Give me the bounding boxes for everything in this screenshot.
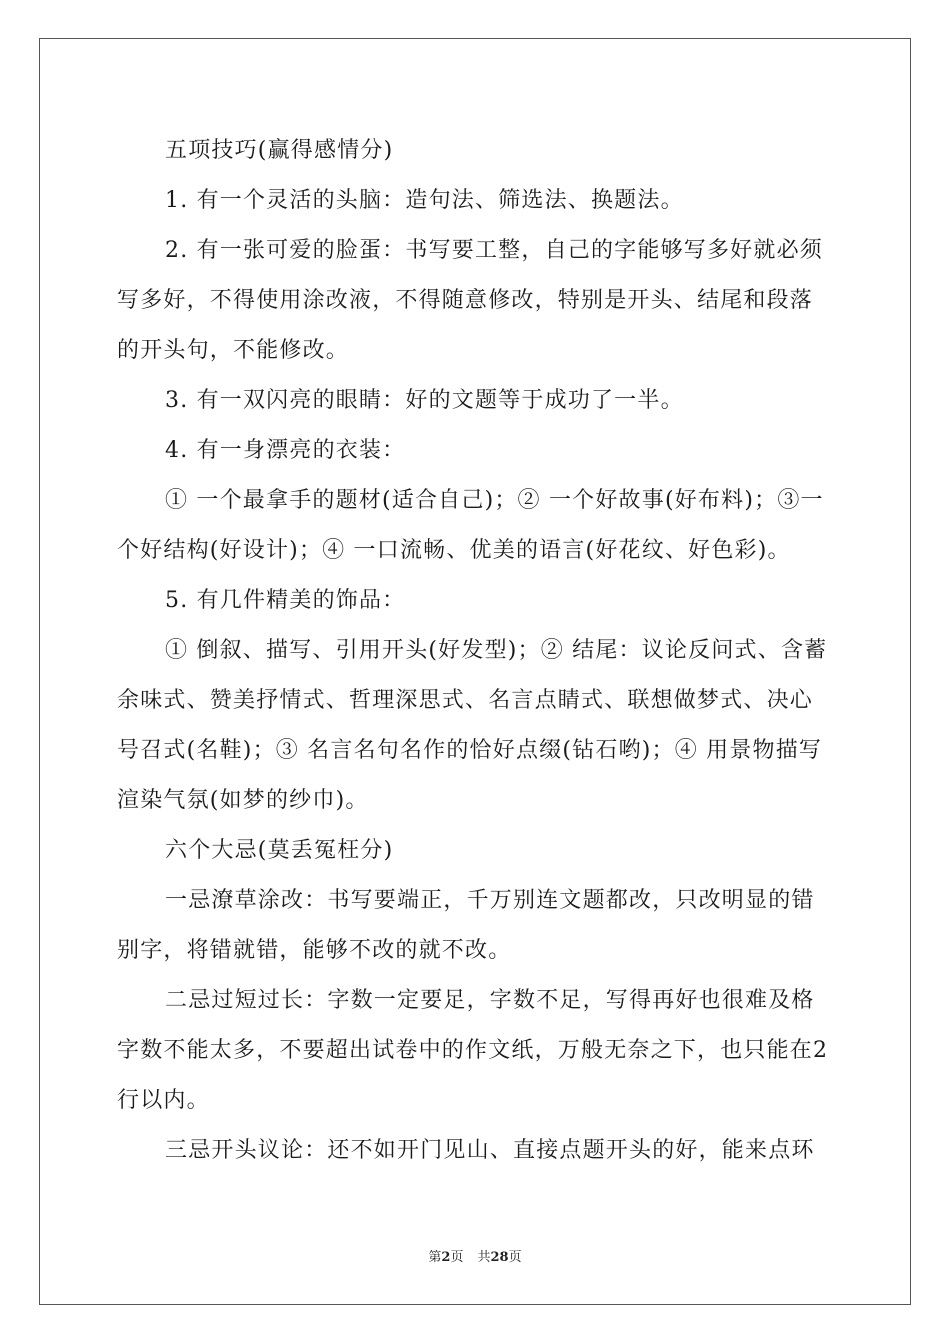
document-body [117,126,833,1176]
paragraph-taboo-2: 二忌过短过长：字数一定要足，字数不足，写得再好也很难及格字数不能太多，不要超出试卷中的作文纸，万般无奈之下，也只能在2行以内。 [117,988,829,1113]
paragraph-taboo-1: 一忌潦草涂改：书写要端正，千万别连文题都改，只改明显的错别字，将错就错，能够不改的就不改。 [117,888,815,963]
paragraph-skill-5: 5. 有几件精美的饰品： [165,588,406,613]
footer-total-suffix: 页 [508,1250,522,1265]
footer-page-number: 2 [441,1250,451,1265]
paragraph-taboo-3: 三忌开头议论：还不如开门见山、直接点题开头的好，能来点环 [165,1138,815,1163]
paragraph-skill-5-details: ① 倒叙、描写、引用开头(好发型)；② 结尾：议论反问式、含蓄余味式、赞美抒情式、哲理深思式、名言点睛式、联想做梦式、决心号召式(名鞋)；③ 名言名句名作的恰好点缀(钻石哟)；④ 用景物描写渲染气氛(如梦的纱巾)。 [117,638,828,813]
paragraph-skill-3: 3. 有一双闪亮的眼睛：好的文题等于成功了一半。 [165,388,684,413]
section-heading-six-taboos: 六个大忌(莫丢冤枉分) [165,838,394,863]
paragraph-skill-1: 1. 有一个灵活的头脑：造句法、筛选法、换题法。 [165,188,684,213]
footer-page-prefix: 第 [428,1250,442,1265]
section-heading-five-skills: 五项技巧(赢得感情分) [165,138,394,163]
paragraph-skill-4-details: ① 一个最拿手的题材(适合自己)；② 一个好故事(好布料)；③一个好结构(好设计)；④ 一口流畅、优美的语言(好花纹、好色彩)。 [117,488,824,563]
paragraph-skill-4: 4. 有一身漂亮的衣装： [165,438,406,463]
footer-page-suffix: 页 [450,1250,464,1265]
footer-total-pages: 28 [490,1250,509,1265]
page-footer [0,1246,950,1265]
footer-total-prefix: 共 [477,1250,491,1265]
paragraph-skill-2: 2. 有一张可爱的脸蛋：书写要工整，自己的字能够写多好就必须写多好，不得使用涂改液，不得随意修改，特别是开头、结尾和段落的开头句，不能修改。 [117,238,823,363]
